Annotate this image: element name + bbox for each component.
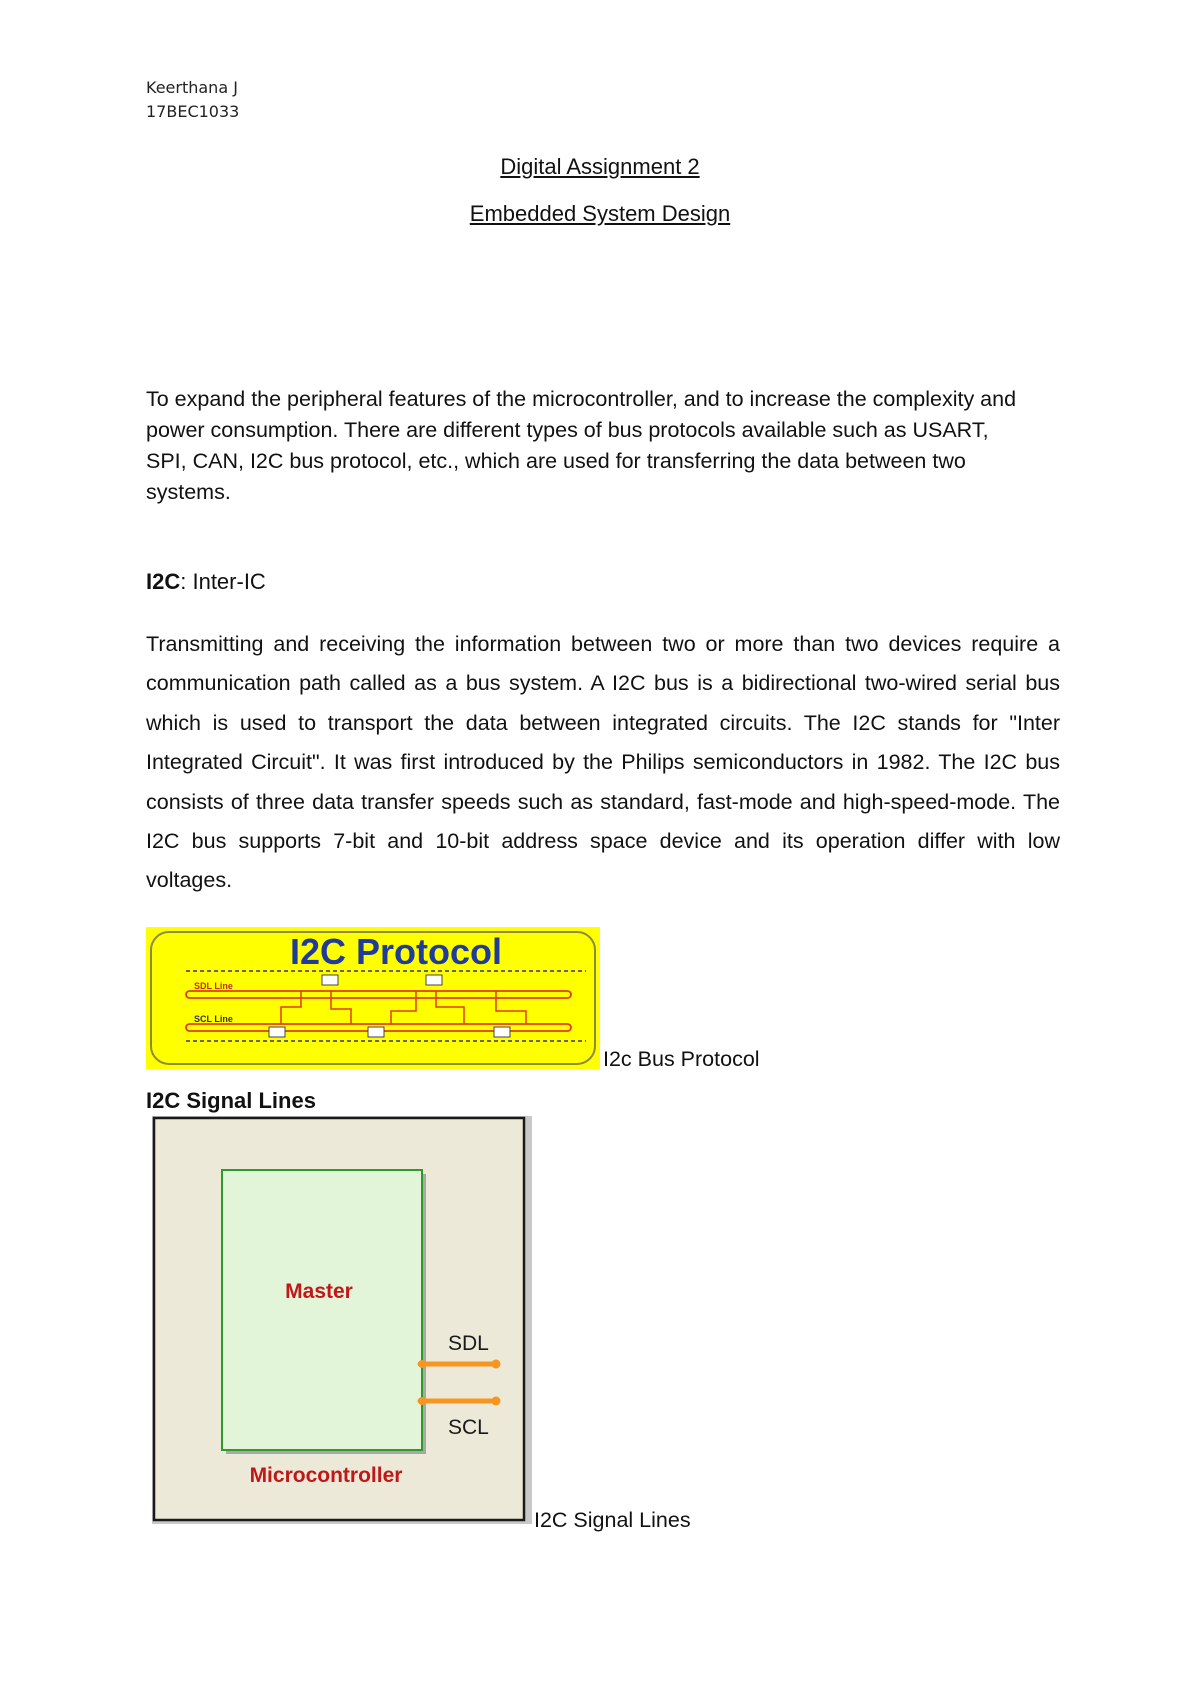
course-title: Embedded System Design [469,201,731,226]
device-box [426,975,442,985]
sdl-wire-end [418,1360,426,1368]
sdl-line-label: SDL Line [194,981,233,991]
device-box [322,975,338,985]
i2c-term: I2C [146,569,181,594]
master-box [222,1170,422,1450]
i2c-description-paragraph: Transmitting and receiving the information between two or more than two devices require a communication path called as a bus system. A I2C bus is a bidirectional two-wired serial bus which is used to transport the data between integrated circuits. The I2C stands for "Inter Integrated Circuit". It was first introduced by the Philips semiconductors in 1982. The I2C bus consists of three data transfer speeds such as standard, fast-mode and high-speed-mode. The I2C bus supports 7-bit and 10-bit address space device and its operation differ with low voltages. [146,632,1060,893]
scl-wire-end [492,1397,501,1406]
microcontroller-label: Microcontroller [249,1464,403,1487]
i2c-protocol-figure [146,927,600,1069]
intro-paragraph: To expand the peripheral features of the microcontroller, and to increase the complexity and power consumption. There are different types of bus protocols available such as USART, SPI, CAN, I2C bus protocol, etc., which are used for transferring the data between two systems. [146,387,1017,504]
signal-lines-heading: I2C Signal Lines [146,1088,316,1113]
author-id: 17BEC1033 [146,102,240,121]
master-label: Master [285,1280,353,1303]
author-name: Keerthana J [146,78,238,97]
device-box [368,1027,384,1037]
scl-line-label: SCL Line [194,1014,233,1024]
figure1-caption: I2c Bus Protocol [603,1047,760,1071]
i2c-heading [146,569,266,595]
author-block [146,76,239,124]
figure2-caption: I2C Signal Lines [534,1508,691,1532]
device-box [494,1027,510,1037]
sdl-wire-end [492,1360,501,1369]
sdl-line [186,991,571,998]
assignment-title: Digital Assignment 2 [500,154,700,179]
i2c-signal-lines-figure [146,1110,532,1524]
scl-wire-end [418,1397,426,1405]
sdl-label: SDL [448,1332,489,1355]
device-box [269,1027,285,1037]
figure-title: I2C Protocol [289,931,503,972]
scl-label: SCL [448,1416,489,1439]
i2c-definition: : Inter-IC [180,569,266,594]
